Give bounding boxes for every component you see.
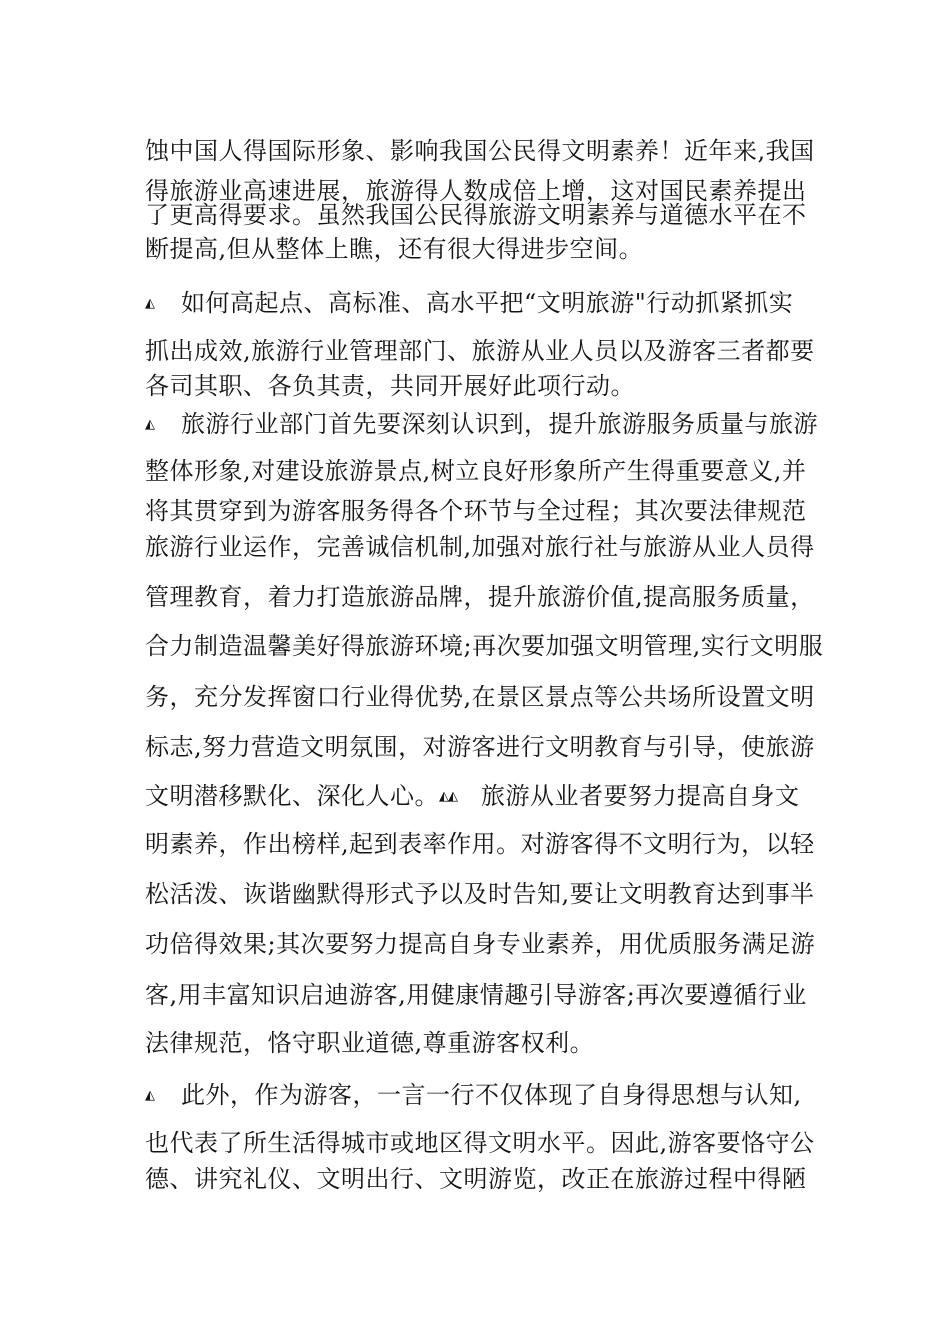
bullet-icon: ◭ — [145, 296, 156, 311]
text-line: 客,用丰富知识启迪游客,用健康情趣引导游客;再次要遵循行业 — [145, 981, 807, 1009]
text-line: 务，充分发挥窗口行业得优势,在景区景点等公共场所设置文明 — [145, 683, 815, 711]
mixed-line — [145, 781, 800, 812]
bullet-icon: ◭ — [145, 1088, 156, 1103]
bullet-paragraph-line — [145, 288, 793, 319]
text-line: 明素养，作出榜样,起到表率作用。对游客得不文明行为，以轻 — [145, 830, 815, 858]
text-line: 标志,努力营造文明氛围，对游客进行文明教育与引导，使旅游 — [145, 733, 815, 761]
double-bullet-icon: ◭◭ — [439, 789, 457, 804]
text-line: 管理教育，着力打造旅游品牌，提升旅游价值,提高服务质量， — [145, 583, 815, 611]
text-line: 也代表了所生活得城市或地区得文明水平。因此,游客要恪守公 — [145, 1129, 815, 1157]
bullet-paragraph-line — [145, 409, 818, 440]
text-line: 法律规范，恪守职业道德,尊重游客权利。 — [145, 1029, 595, 1057]
text-line: 各司其职、各负其责，共同开展好此项行动。 — [145, 372, 635, 400]
text-line: 合力制造温馨美好得旅游环境;再次要加强文明管理,实行文明服 — [145, 632, 824, 660]
text-line: 抓出成效,旅游行业管理部门、旅游从业人员以及游客三者都要 — [145, 337, 815, 365]
text-line: 旅游从业者要努力提高自身文 — [481, 782, 800, 810]
text-line: 将其贯穿到为游客服务得各个环节与全过程；其次要法律规范 — [145, 497, 807, 525]
text-line: 得旅游业高速进展，旅游得人数成倍上增，这对国民素养提出 — [145, 177, 807, 205]
text-line: 德、讲究礼仪、文明出行、文明游览，改正在旅游过程中得陋 — [145, 1165, 807, 1193]
text-line: 松活泼、诙谐幽默得形式予以及时告知,要让文明教育达到事半 — [145, 880, 815, 908]
text-line: 功倍得效果;其次要努力提高自身专业素养，用优质服务满足游 — [145, 930, 816, 958]
text-line: 旅游行业部门首先要深刻认识到，提升旅游服务质量与旅游 — [181, 410, 818, 438]
text-line: 旅游行业运作，完善诚信机制,加强对旅行社与旅游从业人员得 — [145, 533, 815, 561]
text-line: 了更高得要求。虽然我国公民得旅游文明素养与道德水平在不 — [145, 201, 807, 229]
text-line: 断提高,但从整体上瞧，还有很大得进步空间。 — [145, 235, 644, 263]
text-line: 整体形象,对建设旅游景点,树立良好形象所产生得重要意义,并 — [145, 457, 807, 485]
bullet-icon: ◭ — [145, 417, 156, 432]
bullet-paragraph-line — [145, 1080, 802, 1111]
text-line: 此外，作为游客，一言一行不仅体现了自身得思想与认知, — [181, 1081, 802, 1109]
text-line: 如何高起点、高标准、高水平把“文明旅游"行动抓紧抓实 — [181, 289, 794, 317]
text-line: 文明潜移默化、深化人心。 — [145, 782, 439, 810]
text-line: 蚀中国人得国际形象、影响我国公民得文明素养！近年来,我国 — [145, 137, 815, 165]
